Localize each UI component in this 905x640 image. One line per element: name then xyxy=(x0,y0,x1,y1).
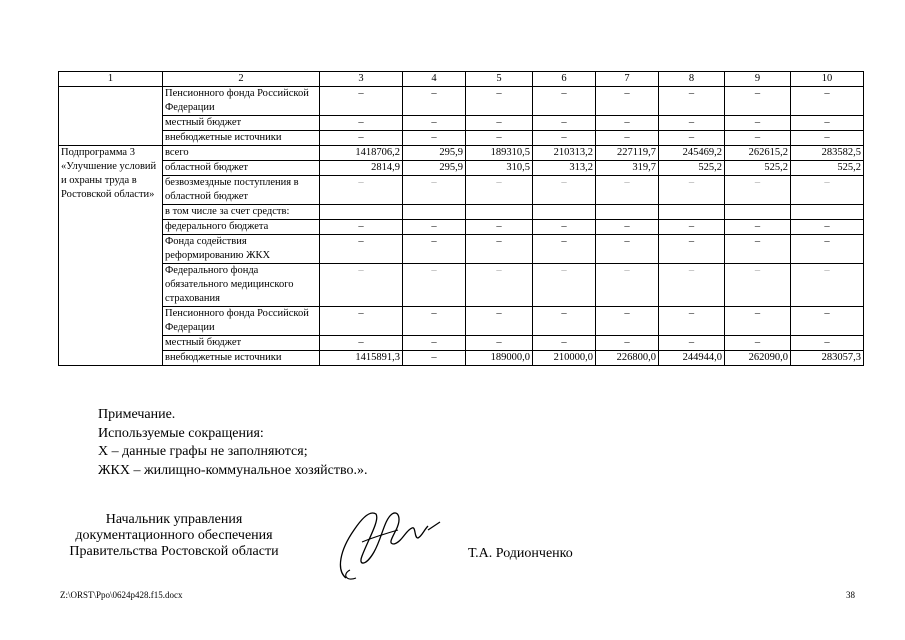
table-row xyxy=(59,116,864,131)
empty-cell xyxy=(59,87,163,146)
table-row xyxy=(59,161,864,176)
value-cell: – xyxy=(466,131,533,146)
value-cell: – xyxy=(466,235,533,264)
value-cell: – xyxy=(659,336,725,351)
value-cell: – xyxy=(791,116,864,131)
value-cell: – xyxy=(403,235,466,264)
value-cell: 295,9 xyxy=(403,146,466,161)
value-cell: – xyxy=(791,176,864,205)
value-cell: 525,2 xyxy=(791,161,864,176)
value-cell: – xyxy=(725,235,791,264)
value-cell: 226800,0 xyxy=(596,351,659,366)
subprogram-name: Подпрограмма 3 «Улучшение условий и охраны труда в Ростовской области» xyxy=(59,146,163,366)
value-cell: 1418706,2 xyxy=(320,146,403,161)
value-cell: – xyxy=(466,336,533,351)
row-label: безвозмездные поступления в областной бюджет xyxy=(163,176,320,205)
handwritten-signature xyxy=(332,500,442,585)
value-cell: – xyxy=(596,131,659,146)
value-cell: – xyxy=(466,264,533,307)
col-header: 10 xyxy=(791,72,864,87)
note-block xyxy=(98,406,367,480)
col-header: 8 xyxy=(659,72,725,87)
value-cell xyxy=(403,205,466,220)
table-row xyxy=(59,235,864,264)
value-cell: – xyxy=(403,176,466,205)
value-cell: – xyxy=(403,351,466,366)
value-cell: – xyxy=(725,336,791,351)
row-label: Пенсионного фонда Российской Федерации xyxy=(163,87,320,116)
value-cell xyxy=(791,205,864,220)
value-cell: – xyxy=(596,176,659,205)
value-cell: – xyxy=(659,87,725,116)
row-label: местный бюджет xyxy=(163,116,320,131)
value-cell: – xyxy=(725,220,791,235)
value-cell: – xyxy=(533,307,596,336)
value-cell: – xyxy=(596,307,659,336)
row-label: внебюджетные источники xyxy=(163,351,320,366)
header-row xyxy=(59,72,864,87)
row-label: федерального бюджета xyxy=(163,220,320,235)
value-cell: – xyxy=(466,116,533,131)
value-cell: – xyxy=(596,235,659,264)
value-cell xyxy=(596,205,659,220)
row-label: Федерального фонда обязательного медицинского страхования xyxy=(163,264,320,307)
row-label: областной бюджет xyxy=(163,161,320,176)
value-cell: – xyxy=(533,235,596,264)
row-label: Фонда содействия реформированию ЖКХ xyxy=(163,235,320,264)
value-cell: 210313,2 xyxy=(533,146,596,161)
table-row xyxy=(59,220,864,235)
value-cell: 525,2 xyxy=(725,161,791,176)
row-label: всего xyxy=(163,146,320,161)
value-cell: – xyxy=(403,116,466,131)
value-cell: – xyxy=(596,264,659,307)
table-row xyxy=(59,205,864,220)
value-cell: – xyxy=(320,235,403,264)
note-title: Примечание. xyxy=(98,407,176,422)
value-cell: – xyxy=(659,131,725,146)
col-header: 6 xyxy=(533,72,596,87)
row-label: внебюджетные источники xyxy=(163,131,320,146)
signatory-title xyxy=(60,512,288,560)
signatory-title-line: Правительства Ростовской области xyxy=(69,544,279,559)
value-cell: – xyxy=(725,87,791,116)
value-cell: 1415891,3 xyxy=(320,351,403,366)
value-cell: 313,2 xyxy=(533,161,596,176)
note-zhkh-definition: ЖКХ – жилищно-коммунальное хозяйство.». xyxy=(98,462,368,478)
value-cell: 189310,5 xyxy=(466,146,533,161)
value-cell: – xyxy=(533,176,596,205)
value-cell: – xyxy=(533,87,596,116)
value-cell: – xyxy=(725,176,791,205)
value-cell: – xyxy=(791,336,864,351)
value-cell: 262615,2 xyxy=(725,146,791,161)
table-row xyxy=(59,87,864,116)
note-x-definition: Х – данные графы не заполняются; xyxy=(98,444,308,459)
table-row xyxy=(59,131,864,146)
value-cell: – xyxy=(791,235,864,264)
row-label: в том числе за счет средств: xyxy=(163,205,320,220)
value-cell: – xyxy=(659,220,725,235)
value-cell: – xyxy=(320,336,403,351)
budget-table xyxy=(58,71,864,366)
value-cell: – xyxy=(791,307,864,336)
value-cell: – xyxy=(403,264,466,307)
value-cell: 295,9 xyxy=(403,161,466,176)
value-cell: 525,2 xyxy=(659,161,725,176)
value-cell: 319,7 xyxy=(596,161,659,176)
value-cell: – xyxy=(596,336,659,351)
value-cell: 210000,0 xyxy=(533,351,596,366)
col-header: 9 xyxy=(725,72,791,87)
value-cell: – xyxy=(403,220,466,235)
value-cell: 310,5 xyxy=(466,161,533,176)
value-cell: 283582,5 xyxy=(791,146,864,161)
signatory-title-line: документационного обеспечения xyxy=(75,528,273,543)
table-row xyxy=(59,146,864,161)
value-cell: – xyxy=(725,264,791,307)
value-cell: – xyxy=(403,336,466,351)
col-header: 1 xyxy=(59,72,163,87)
col-header: 3 xyxy=(320,72,403,87)
value-cell: – xyxy=(466,220,533,235)
value-cell: – xyxy=(659,116,725,131)
table-row xyxy=(59,176,864,205)
table-row xyxy=(59,336,864,351)
value-cell xyxy=(533,205,596,220)
value-cell: – xyxy=(791,131,864,146)
value-cell: – xyxy=(533,131,596,146)
table-row xyxy=(59,351,864,366)
value-cell: – xyxy=(725,116,791,131)
value-cell: – xyxy=(791,87,864,116)
table-row xyxy=(59,264,864,307)
value-cell: 283057,3 xyxy=(791,351,864,366)
signatory-name: Т.А. Родионченко xyxy=(468,546,573,561)
value-cell: – xyxy=(403,307,466,336)
value-cell xyxy=(466,205,533,220)
value-cell: – xyxy=(320,176,403,205)
col-header: 4 xyxy=(403,72,466,87)
value-cell: – xyxy=(533,336,596,351)
value-cell: – xyxy=(533,264,596,307)
value-cell: – xyxy=(320,220,403,235)
page-number: 38 xyxy=(846,590,855,600)
value-cell: 2814,9 xyxy=(320,161,403,176)
note-abbreviations: Используемые сокращения: xyxy=(98,425,264,441)
value-cell: – xyxy=(659,176,725,205)
value-cell: 245469,2 xyxy=(659,146,725,161)
value-cell: – xyxy=(533,116,596,131)
value-cell: – xyxy=(659,235,725,264)
value-cell: – xyxy=(403,87,466,116)
value-cell: – xyxy=(320,264,403,307)
col-header: 7 xyxy=(596,72,659,87)
value-cell: – xyxy=(791,264,864,307)
value-cell xyxy=(320,205,403,220)
value-cell xyxy=(725,205,791,220)
value-cell: – xyxy=(725,131,791,146)
col-header: 2 xyxy=(163,72,320,87)
value-cell: 244944,0 xyxy=(659,351,725,366)
row-label: местный бюджет xyxy=(163,336,320,351)
file-path: Z:\ORST\Ppo\0624p428.f15.docx xyxy=(60,590,183,600)
value-cell: 227119,7 xyxy=(596,146,659,161)
value-cell: – xyxy=(403,131,466,146)
value-cell: – xyxy=(596,220,659,235)
value-cell: – xyxy=(466,87,533,116)
value-cell xyxy=(659,205,725,220)
value-cell: – xyxy=(596,116,659,131)
table-row xyxy=(59,307,864,336)
value-cell: – xyxy=(659,307,725,336)
value-cell: 189000,0 xyxy=(466,351,533,366)
signatory-title-line: Начальник управления xyxy=(105,512,243,527)
value-cell: – xyxy=(725,307,791,336)
value-cell: – xyxy=(320,131,403,146)
value-cell: – xyxy=(320,307,403,336)
value-cell: – xyxy=(320,116,403,131)
value-cell: 262090,0 xyxy=(725,351,791,366)
value-cell: – xyxy=(466,176,533,205)
col-header: 5 xyxy=(466,72,533,87)
value-cell: – xyxy=(596,87,659,116)
value-cell: – xyxy=(320,87,403,116)
row-label: Пенсионного фонда Российской Федерации xyxy=(163,307,320,336)
value-cell: – xyxy=(466,307,533,336)
value-cell: – xyxy=(791,220,864,235)
value-cell: – xyxy=(533,220,596,235)
value-cell: – xyxy=(659,264,725,307)
